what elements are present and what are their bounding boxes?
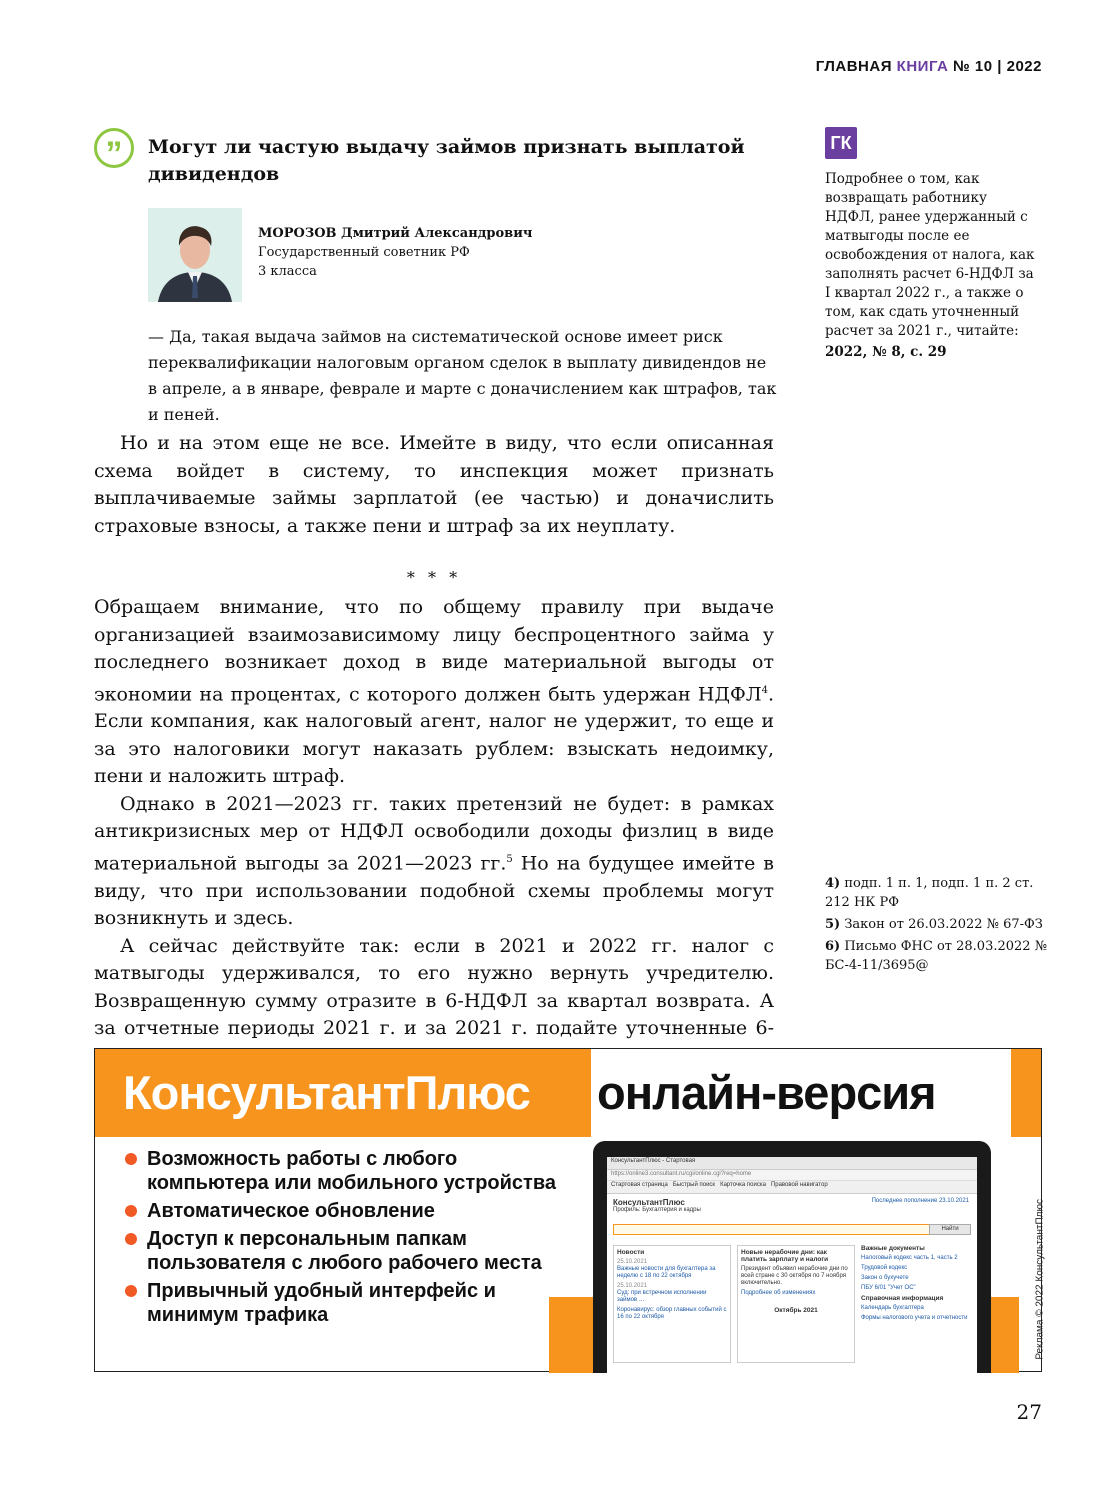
bullet-icon [125, 1233, 137, 1245]
ad-feature-text: Автоматическое обновление [147, 1200, 435, 1222]
kp-columns [613, 1245, 971, 1363]
kp-link: Закон о бухучете [861, 1275, 909, 1281]
header-title-accent: КНИГА [896, 58, 949, 75]
kp-search [613, 1224, 971, 1235]
paragraph [94, 594, 774, 791]
footnote-5 [825, 915, 1055, 934]
footnote-text: подп. 1 п. 1, подп. 1 п. 2 ст. 212 НК РФ [825, 876, 1034, 910]
ad-brand: КонсультантПлюс [123, 1066, 530, 1119]
bullet-icon [125, 1153, 137, 1165]
ad-feature-text: Доступ к персональным папкам пользователя с любого рабочего места [147, 1228, 542, 1274]
kp-date: 25.10.2021 [617, 1259, 648, 1265]
answer-text: — Да, такая выдача займов на систематической основе имеет риск переквалификации налоговым органом сделок в выплату дивидендов не в апреле, а в январе, феврале и марте с доначислением как штрафов, так и пеней. [148, 327, 777, 424]
paragraph-text: Но на будущее имейте в виду, что при использовании подобной схемы проблемы могут возникнуть и здесь. [94, 852, 775, 930]
kp-news-title: Новости [617, 1249, 645, 1256]
kp-main-title: Новые нерабочие дни: как платить зарплату и налоги [741, 1249, 829, 1263]
body-paragraph-1 [94, 430, 774, 540]
ad-feature [123, 1279, 583, 1327]
kp-profile: Профиль: Бухгалтерия и кадры [613, 1207, 701, 1213]
footnote-ref[interactable]: 5 [506, 853, 513, 865]
journal-header [816, 58, 1042, 75]
ad-feature [123, 1147, 583, 1195]
sidebar-note [825, 170, 1040, 362]
ad-feature-text: Привычный удобный интерфейс и минимум трафика [147, 1280, 496, 1326]
fav-item: Карточка поиска [720, 1182, 766, 1188]
footnote-text: Письмо ФНС от 28.03.2022 № БС-4-11/3695@ [825, 939, 1047, 973]
paragraph-text: Однако в 2021—2023 гг. таких претензий не будет: в рамках антикризисных мер от НДФЛ освободили доходы физлиц в виде материальной выгоды за 2021—2023 гг. [94, 792, 774, 875]
footnote-number: 5) [825, 917, 841, 932]
kp-main-news [737, 1245, 855, 1363]
gk-logo: ГК [825, 127, 857, 159]
quote-icon: ” [94, 128, 134, 168]
kp-latest: Последнее пополнение 23.10.2021 [871, 1198, 969, 1204]
question-title: Могут ли частую выдачу займов признать выплатой дивидендов [148, 136, 745, 185]
author-info [258, 224, 532, 281]
ad-online-version: онлайн-версия [591, 1049, 1011, 1137]
footnote-number: 6) [825, 939, 841, 954]
footnote-number: 4) [825, 876, 841, 891]
kp-date: 25.10.2021 [617, 1283, 648, 1289]
kp-docs-title: Важные документы [861, 1245, 925, 1252]
kp-link: Важные новости для бухгалтера за неделю с 18 по 22 октября [617, 1266, 716, 1279]
page-number: 27 [1016, 1400, 1042, 1424]
fav-item: Правовой навигатор [770, 1182, 828, 1188]
kp-link: ПБУ 6/01 "Учет ОС" [861, 1285, 916, 1291]
ad-disclaimer: Реклама © 2022 КонсультантПлюс [1035, 1199, 1046, 1360]
kp-main-text: Президент объявил нерабочие дни по всей стране с 30 октября по 7 ноября включительно. [741, 1266, 848, 1286]
ad-feature-list [123, 1147, 583, 1331]
fav-item: Стартовая страница [611, 1182, 668, 1188]
browser-favorites [607, 1181, 977, 1194]
header-issue: № 10 | 2022 [948, 58, 1042, 75]
kp-link: Коронавирус: обзор главных событий с 16 по 22 октября [617, 1307, 727, 1320]
footnotes [825, 874, 1055, 978]
footnote-6 [825, 937, 1055, 975]
kp-ref-title: Справочная информация [861, 1295, 944, 1302]
browser-url: https://online3.consultant.ru/cgi/online.cgi?req=home [607, 1170, 977, 1181]
kp-logo: КонсультантПлюс [613, 1198, 685, 1207]
footnote-ref[interactable]: 4 [761, 684, 768, 696]
author-rank: 3 класса [258, 264, 317, 279]
paragraph: Но и на этом еще не все. Имейте в виду, что если описанная схема войдет в систему, то инспекция может признать выплачиваемые займы зарплатой (ее частью) и доначислить страховые взносы, а также пени и штраф за их неуплату. [94, 432, 774, 537]
paragraph-text: А сейчас действуйте так: если в 2021 и 2022 гг. налог с матвыгоды удерживался, то его нужно вернуть учредителю. Возвращенную сумму отразите в 6-НДФЛ за квартал возврата. А за отчетные периоды 2021 г. и за 2021 г. подайте уточненные 6- [94, 934, 774, 1040]
paragraph-text: Обращаем внимание, что по общему правилу при выдаче организацией взаимозависимому лицу беспроцентного займа у последнего возникает доход в виде материальной выгоды от экономии на процентах, с которого должен быть удержан НДФЛ [94, 596, 774, 705]
bullet-icon [125, 1285, 137, 1297]
header-title: ГЛАВНАЯ [815, 58, 897, 75]
kp-link: Календарь бухгалтера [861, 1305, 924, 1311]
author-name: МОРОЗОВ Дмитрий Александрович [258, 226, 533, 241]
laptop-image [593, 1141, 991, 1373]
author-avatar [148, 208, 242, 302]
advertisement-banner[interactable] [94, 1048, 1046, 1372]
kp-link: Трудовой кодекс [861, 1265, 908, 1271]
kp-news [613, 1245, 731, 1363]
bullet-icon [125, 1205, 137, 1217]
kp-month: Октябрь 2021 [774, 1307, 818, 1314]
kp-header [607, 1194, 977, 1224]
kp-link: Подробнее об изменениях [741, 1290, 816, 1296]
kp-link: Налоговый кодекс часть 1, часть 2 [861, 1255, 958, 1261]
kp-search-button: Найти [929, 1224, 971, 1235]
section-divider: * * * [406, 568, 462, 587]
ad-feature [123, 1227, 583, 1275]
ad-feature-text: Возможность работы с любого компьютера или мобильного устройства [147, 1148, 556, 1194]
paragraph-text: . Если компания, как налоговый агент, налог не удержит, то еще и за это налоговики могут наказать рублем: взыскать недоимку, пени и наложить штраф. [94, 682, 774, 788]
fav-item: Быстрый поиск [672, 1182, 716, 1188]
laptop-screen [607, 1157, 977, 1373]
sidebar-reference[interactable]: 2022, № 8, с. 29 [825, 344, 947, 360]
body-main [94, 594, 774, 1074]
author-position: Государственный советник РФ [258, 245, 470, 260]
browser-tab: КонсультантПлюс - Стартовая [607, 1157, 977, 1170]
kp-documents [861, 1245, 971, 1363]
paragraph [94, 791, 774, 933]
kp-link: Формы налогового учета и отчетности [861, 1315, 968, 1321]
kp-link: Суд: при встречном исполнении займов … [617, 1290, 707, 1303]
ad-feature [123, 1199, 583, 1223]
sidebar-note-text: Подробнее о том, как возвращать работнику НДФЛ, ранее удержанный с матвыгоды после ее освобождения от налога, как заполнять расчет 6-НДФЛ за I квартал 2022 г., а также о том, как сдать уточненный расчет за 2021 г., читайте: [825, 171, 1035, 339]
footnote-4 [825, 874, 1055, 912]
footnote-text: Закон от 26.03.2022 № 67-ФЗ [840, 917, 1043, 932]
